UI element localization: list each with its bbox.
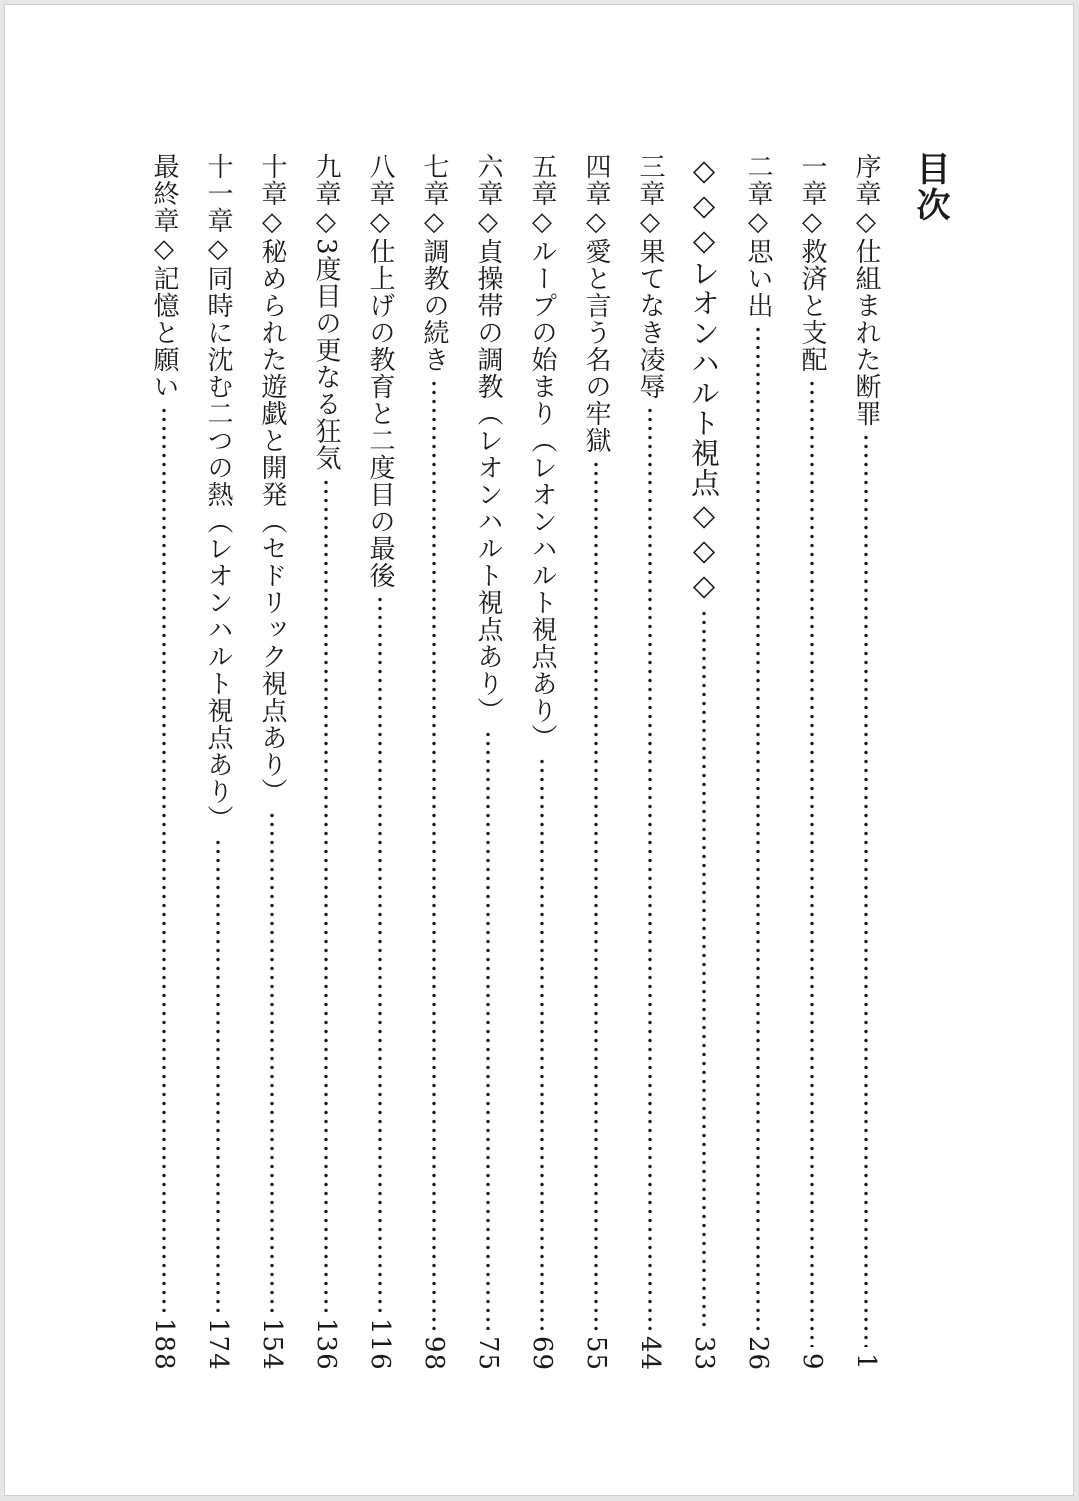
toc-entry[interactable] [407, 151, 461, 1371]
toc-entry[interactable] [731, 151, 785, 1371]
dotted-leader [353, 595, 407, 1312]
toc-entry[interactable] [569, 151, 623, 1371]
toc-entry-title: 五章◇ループの始まり（レオンハルト視点あり） [527, 153, 557, 751]
toc-entry-title: 三章◇果てなき凌辱 [635, 153, 665, 400]
dotted-leader [299, 478, 353, 1313]
toc-entry-page: 154 [257, 1318, 287, 1371]
toc-entry-page: 174 [203, 1318, 233, 1371]
toc-title: 目次 [910, 151, 950, 223]
toc-entry-title: 八章◇仕上げの教育と二度目の最後 [365, 153, 395, 589]
toc-entry[interactable] [137, 151, 191, 1371]
toc-entry-page: 33 [689, 1335, 719, 1371]
table-of-contents [149, 151, 953, 1371]
toc-entry[interactable] [245, 151, 299, 1371]
toc-entry-title: ◇◇◇レオンハルト視点◇◇◇ [687, 153, 721, 603]
toc-entry-title: 十章◇秘められた遊戯と開発（セドリック視点あり） [257, 153, 287, 805]
dotted-leader [137, 406, 191, 1312]
toc-entry-page: 69 [527, 1335, 557, 1371]
toc-entry-title: 六章◇貞操帯の調教（レオンハルト視点あり） [473, 153, 503, 724]
toc-entry-page: 188 [149, 1318, 179, 1371]
toc-entry-page: 136 [311, 1318, 341, 1371]
toc-entry-page: 26 [743, 1335, 773, 1371]
toc-entry-title: 最終章◇記憶と願い [149, 153, 179, 400]
dotted-leader [407, 379, 461, 1330]
toc-entry-page: 1 [851, 1353, 881, 1371]
toc-entry-page: 9 [797, 1353, 827, 1371]
toc-entry-page: 98 [419, 1335, 449, 1371]
toc-entry-title: 四章◇愛と言う名の牢獄 [581, 153, 611, 454]
dotted-leader [245, 811, 299, 1312]
toc-entry-title: 序章◇仕組まれた断罪 [851, 153, 881, 427]
toc-entry[interactable] [461, 151, 515, 1371]
dotted-leader [785, 379, 839, 1347]
toc-entry-page: 116 [365, 1318, 395, 1371]
toc-entry[interactable] [515, 151, 569, 1371]
dotted-leader [461, 730, 515, 1330]
toc-entry-title: 七章◇調教の続き [419, 153, 449, 373]
toc-entry-page: 75 [473, 1335, 503, 1371]
toc-entry[interactable] [677, 151, 731, 1371]
toc-entry-page: 44 [635, 1335, 665, 1371]
book-page [4, 4, 1074, 1496]
toc-entry[interactable] [623, 151, 677, 1371]
toc-entry[interactable] [785, 151, 839, 1371]
dotted-leader [623, 406, 677, 1330]
toc-entry[interactable] [839, 151, 893, 1371]
toc-entry-title: 十一章◇同時に沈む二つの熱（レオンハルト視点あり） [203, 153, 233, 832]
dotted-leader [515, 757, 569, 1330]
toc-entry[interactable] [191, 151, 245, 1371]
dotted-leader [569, 460, 623, 1330]
toc-entry-title: 二章◇思い出 [743, 153, 773, 319]
toc-entry[interactable] [299, 151, 353, 1371]
dotted-leader [731, 325, 785, 1330]
toc-entry-title: 一章◇救済と支配 [797, 153, 827, 373]
toc-entry-title: 九章◇3度目の更なる狂気 [311, 153, 341, 472]
toc-entry[interactable] [353, 151, 407, 1371]
toc-entry-page: 55 [581, 1335, 611, 1371]
dotted-leader [191, 838, 245, 1312]
dotted-leader [839, 433, 893, 1347]
dotted-leader [677, 609, 731, 1330]
